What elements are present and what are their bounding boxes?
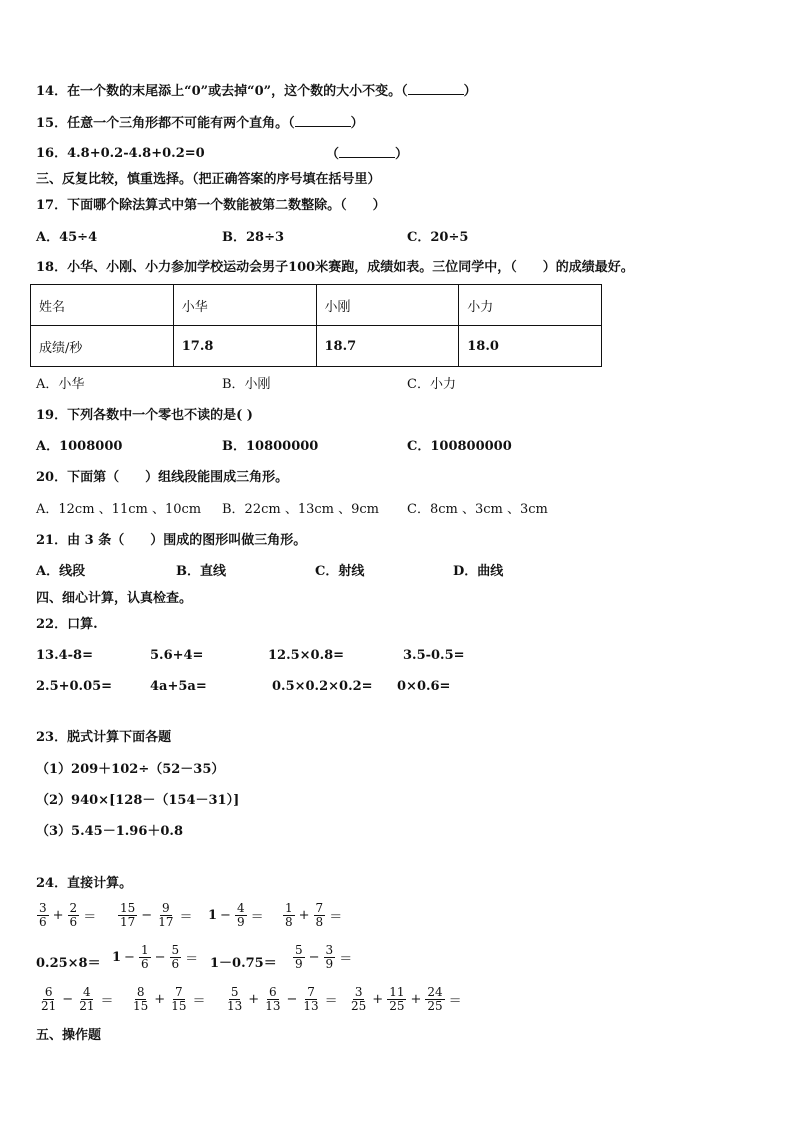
option-c: C．8cm 、3cm 、3cm	[407, 502, 548, 517]
option-b: B．直线	[176, 564, 226, 579]
fraction: $\frac{7}{13}$	[303, 985, 319, 1013]
fraction: $\frac{8}{15}$	[133, 985, 149, 1013]
option-a: A．小华	[36, 377, 85, 392]
table-cell: 姓名	[31, 285, 174, 326]
question-14-text: 14．在一个数的末尾添上“0”或去掉“0”，这个数的大小不变。（	[36, 84, 408, 99]
answer-blank[interactable]	[339, 146, 395, 158]
fraction: $\frac{6}{21}$	[41, 985, 57, 1013]
option-a: A．线段	[36, 564, 86, 579]
option-b: B．10800000	[222, 439, 319, 454]
calc-item: 0.5×0.2×0.2=	[272, 679, 373, 694]
calc-item: （3）5.45－1.96＋0.8	[36, 824, 183, 839]
table-cell: 小刚	[316, 285, 459, 326]
table-cell: 17.8	[173, 326, 316, 367]
table-cell: 18.0	[459, 326, 602, 367]
question-17-text: 17．下面哪个除法算式中第一个数能被第二数整除。（ ）	[36, 198, 386, 213]
question-16-text: 16．4.8+0.2-4.8+0.2=0	[36, 146, 205, 161]
fraction: $\frac{5}{6}$	[171, 943, 180, 971]
option-b: B．小刚	[222, 377, 271, 392]
fraction-expression: $\frac{1}{8}$ + $\frac{7}{8}$ ＝	[285, 901, 343, 929]
fraction: $\frac{15}{17}$	[120, 901, 136, 929]
answer-blank[interactable]	[295, 115, 351, 127]
question-16-answer: （ ）	[326, 147, 409, 162]
calc-item: （2）940×[128－（154－31）]	[36, 793, 240, 808]
option-c: C．射线	[315, 564, 365, 579]
fraction: $\frac{7}{15}$	[171, 985, 187, 1013]
calc-item: 2.5+0.05=	[36, 679, 113, 694]
option-a: A．45÷4	[36, 230, 98, 245]
fraction: $\frac{2}{6}$	[69, 901, 78, 929]
fraction-expression: 1 − $\frac{4}{9}$ ＝	[208, 901, 264, 929]
fraction: $\frac{3}{6}$	[39, 901, 47, 929]
score-table	[30, 284, 602, 367]
question-24-title: 24．直接计算。	[36, 876, 133, 891]
fraction: $\frac{4}{9}$	[236, 901, 245, 929]
table-cell: 18.7	[316, 326, 459, 367]
question-16	[36, 146, 205, 162]
fraction: $\frac{3}{25}$	[351, 985, 367, 1013]
calc-item: 1－0.75＝	[210, 956, 277, 971]
question-15: 15．任意一个三角形都不可能有两个直角。（ ）	[36, 116, 364, 131]
question-21-text: 21．由 3 条（ ）围成的图形叫做三角形。	[36, 533, 307, 548]
fraction: $\frac{1}{8}$	[285, 901, 293, 929]
fraction-expression: $\frac{6}{21}$ − $\frac{4}{21}$ ＝	[41, 985, 114, 1013]
option-a: A．12cm 、11cm 、10cm	[36, 502, 202, 517]
fraction: $\frac{5}{13}$	[227, 985, 243, 1013]
question-20-text: 20．下面第（ ）组线段能围成三角形。	[36, 470, 289, 485]
fraction-expression: $\frac{3}{6}$ + $\frac{2}{6}$ ＝	[39, 901, 97, 929]
calc-item: 4a+5a=	[150, 679, 207, 694]
fraction-expression: 1 − $\frac{1}{6}$ − $\frac{5}{6}$ ＝	[112, 943, 199, 971]
table-row	[31, 326, 602, 367]
fraction: $\frac{9}{17}$	[158, 901, 174, 929]
section-5-heading: 五、操作题	[36, 1028, 102, 1043]
fraction: $\frac{11}{25}$	[389, 985, 405, 1013]
calc-item: 5.6+4=	[150, 648, 204, 663]
fraction: $\frac{1}{6}$	[140, 943, 149, 971]
fraction: $\frac{7}{8}$	[315, 901, 324, 929]
fraction-expression: $\frac{5}{13}$ + $\frac{6}{13}$ − $\frac{7}{13}$ ＝	[227, 985, 338, 1013]
fraction-expression: $\frac{8}{15}$ + $\frac{7}{15}$ ＝	[133, 985, 206, 1013]
fraction: $\frac{4}{21}$	[79, 985, 95, 1013]
option-b: B．22cm 、13cm 、9cm	[222, 502, 379, 517]
fraction: $\frac{3}{9}$	[325, 943, 334, 971]
fraction: $\frac{5}{9}$	[295, 943, 303, 971]
calc-item: 3.5-0.5=	[403, 648, 465, 663]
calc-item: 12.5×0.8=	[268, 648, 345, 663]
table-cell: 小力	[459, 285, 602, 326]
question-14: 14．在一个数的末尾添上“0”或去掉“0”，这个数的大小不变。（ ）	[36, 84, 477, 99]
option-c: C．20÷5	[407, 230, 469, 245]
fraction-expression: $\frac{5}{9}$ − $\frac{3}{9}$ ＝	[295, 943, 353, 971]
table-row	[31, 285, 602, 326]
question-18-text: 18．小华、小刚、小力参加学校运动会男子100米赛跑，成绩如表。三位同学中，（ ）的成绩最好。	[36, 260, 634, 275]
option-a: A．1008000	[36, 439, 123, 454]
option-c: C．100800000	[407, 439, 512, 454]
table-cell: 小华	[173, 285, 316, 326]
calc-item: （1）209＋102÷（52－35）	[36, 762, 225, 777]
calc-item: 0×0.6=	[397, 679, 451, 694]
answer-blank[interactable]	[408, 83, 464, 95]
section-3-heading: 三、反复比较，慎重选择。（把正确答案的序号填在括号里）	[36, 172, 381, 187]
question-23-title: 23．脱式计算下面各题	[36, 730, 172, 745]
fraction: $\frac{24}{25}$	[427, 985, 443, 1013]
fraction: $\frac{6}{13}$	[265, 985, 281, 1013]
fraction-expression: $\frac{3}{25}$ + $\frac{11}{25}$ + $\frac{24}{25}$ ＝	[351, 985, 462, 1013]
calc-item: 0.25×8＝	[36, 956, 101, 971]
option-c: C．小力	[407, 377, 456, 392]
question-22-title: 22．口算.	[36, 617, 98, 632]
option-b: B．28÷3	[222, 230, 285, 245]
section-4-heading: 四、细心计算，认真检查。	[36, 591, 193, 606]
option-d: D．曲线	[453, 564, 504, 579]
question-15-text: 15．任意一个三角形都不可能有两个直角。（	[36, 116, 295, 131]
calc-item: 13.4-8=	[36, 648, 93, 663]
fraction-expression: $\frac{15}{17}$ − $\frac{9}{17}$ ＝	[120, 901, 193, 929]
table-cell: 成绩/秒	[31, 326, 174, 367]
question-19-text: 19．下列各数中一个零也不读的是( )	[36, 408, 253, 423]
